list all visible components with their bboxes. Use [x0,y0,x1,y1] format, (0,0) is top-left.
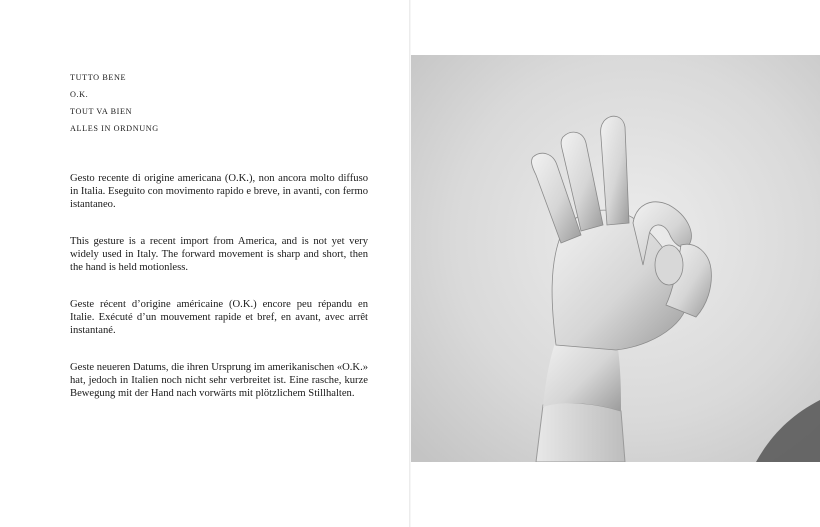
paragraph-english: This gesture is a recent import from America, and is not yet very widely used in Italy. The forward movement is sharp and short, then the hand is held motionless. [70,236,368,273]
paragraph-german: Geste neueren Datums, die ihren Ursprung im amerikanischen «O.K.» hat, jedoch in Italien noch nicht sehr verbreitet ist. Eine rasche, kurze Bewegung mit der Hand nach vorwärts mit plötzlichem Stillhalten. [70,362,369,399]
title-ok: O.K. [70,90,89,99]
gesture-titles [70,69,370,137]
hand-ok-gesture-photo [411,55,820,462]
title-french: TOUT VA BIEN [70,107,133,116]
paragraph-french: Geste récent d’origine américaine (O.K.) encore peu répandu en Italie. Exécuté d’un mouvement rapide et bref, en avant, avec arrêt instantané. [70,299,368,336]
title-italian: TUTTO BENE [70,73,127,82]
paragraph-italian: Gesto recente di origine americana (O.K.), non ancora molto diffuso in Italia. Eseguito con movimento rapido e breve, in avanti, con fermo istantaneo. [70,173,368,210]
title-german: ALLES IN ORDNUNG [70,124,159,133]
